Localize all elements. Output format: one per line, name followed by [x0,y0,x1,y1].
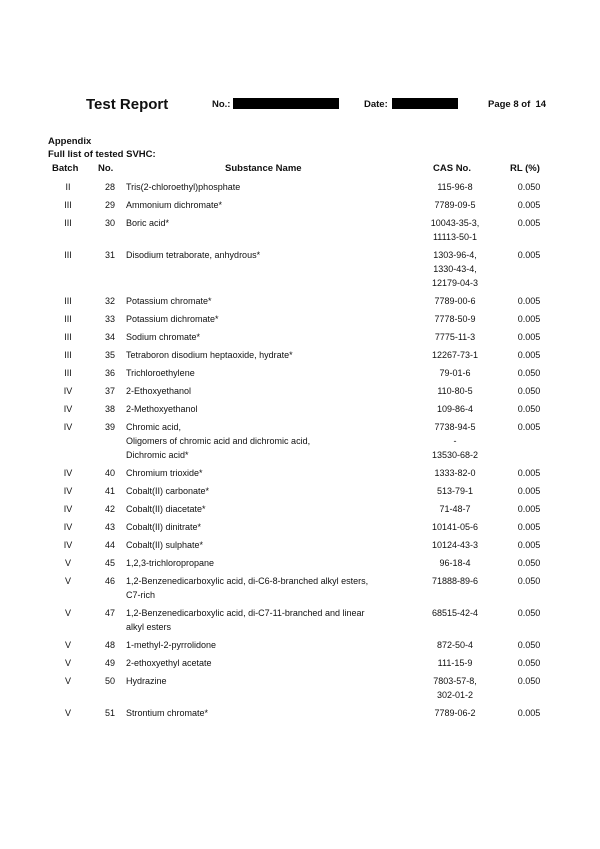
reporting-limit-cell: 0.005 [517,218,541,228]
cas-number-cell [410,216,500,244]
number-cell: 38 [104,404,115,414]
table-row [0,294,600,308]
cas-number-line: 79-01-6 [439,368,471,378]
number-cell: 40 [104,468,115,478]
table-row [0,538,600,552]
report-date-label: Date: [364,99,388,110]
reporting-limit-cell: 0.050 [517,558,541,568]
cas-number-cell [410,330,500,344]
substance-name-cell [126,674,416,688]
appendix-heading: Appendix [48,136,92,147]
substance-name-cell [126,556,416,570]
cas-number-line: 111-15-9 [437,658,473,668]
batch-cell: II [65,182,71,192]
cas-number-line: 96-18-4 [439,558,471,568]
batch-cell: III [64,314,72,324]
cas-number-line: 68515-42-4 [431,608,479,618]
cas-number-line: 7775-11-3 [434,332,476,342]
number-cell: 35 [104,350,115,360]
batch-cell: III [64,200,72,210]
reporting-limit-cell: 0.050 [517,676,541,686]
number-cell: 37 [104,386,115,396]
cas-number-cell [410,384,500,398]
batch-cell: IV [63,422,73,432]
reporting-limit-cell: 0.005 [517,422,541,432]
table-row [0,706,600,720]
substance-name-line: Chromic acid, [126,422,182,432]
batch-cell: III [64,218,72,228]
reporting-limit-cell: 0.050 [517,640,541,650]
substance-name-cell [126,420,416,462]
substance-name-line: Potassium chromate* [126,296,212,306]
reporting-limit-cell: 0.005 [517,200,541,210]
substance-name-cell [126,484,416,498]
substance-name-line: Strontium chromate* [126,708,209,718]
cas-number-cell [410,484,500,498]
substance-name-cell [126,198,416,212]
substance-name-line: Chromium trioxide* [126,468,203,478]
number-cell: 30 [104,218,115,228]
table-row [0,366,600,380]
cas-number-line: 1330-43-4, [433,264,477,274]
batch-cell: V [64,708,71,718]
reporting-limit-cell: 0.050 [517,386,541,396]
batch-cell: V [64,558,71,568]
cas-number-cell [410,706,500,720]
reporting-limit-cell: 0.005 [517,296,541,306]
cas-number-cell [410,366,500,380]
cas-number-line: 71-48-7 [439,504,471,514]
substance-name-line: Cobalt(II) sulphate* [126,540,204,550]
number-cell: 46 [104,576,115,586]
reporting-limit-cell: 0.005 [517,708,541,718]
cas-number-line: 10124-43-3 [431,540,479,550]
substance-name-cell [126,466,416,480]
cas-number-cell [410,638,500,652]
number-cell: 49 [104,658,115,668]
svhc-table-body [0,180,600,724]
report-number-redaction [233,98,339,109]
substance-name-line: Potassium dichromate* [126,314,219,324]
cas-number-cell [410,502,500,516]
substance-name-cell [126,538,416,552]
substance-name-line: 2-ethoxyethyl acetate [126,658,212,668]
number-cell: 50 [104,676,115,686]
cas-number-cell [410,520,500,534]
reporting-limit-cell: 0.050 [517,368,541,378]
number-cell: 43 [104,522,115,532]
page-indicator: Page 8 of 14 [488,99,547,110]
cas-number-cell [410,466,500,480]
cas-number-line: 12179-04-3 [431,278,479,288]
substance-name-line: Cobalt(II) dinitrate* [126,522,202,532]
table-row [0,402,600,416]
table-row [0,384,600,398]
cas-number-cell [410,402,500,416]
cas-number-line: 13530-68-2 [431,450,479,460]
substance-name-cell [126,606,416,634]
cas-number-cell [410,556,500,570]
batch-cell: IV [63,522,73,532]
table-row [0,312,600,326]
number-cell: 31 [104,250,115,260]
reporting-limit-cell: 0.005 [517,314,541,324]
substance-name-cell [126,402,416,416]
batch-cell: IV [63,404,73,414]
reporting-limit-cell: 0.005 [517,540,541,550]
number-cell: 32 [104,296,115,306]
substance-name-line: Hydrazine [126,676,167,686]
reporting-limit-cell: 0.050 [517,576,541,586]
batch-cell: III [64,350,72,360]
substance-name-cell [126,384,416,398]
number-cell: 33 [104,314,115,324]
batch-cell: IV [63,540,73,550]
reporting-limit-cell: 0.005 [517,486,541,496]
cas-number-line: 11113-50-1 [432,232,478,242]
cas-number-cell [410,248,500,290]
number-cell: 39 [104,422,115,432]
number-cell: 44 [104,540,115,550]
batch-cell: V [64,640,71,650]
reporting-limit-cell: 0.005 [517,522,541,532]
report-date-redaction [392,98,458,109]
reporting-limit-cell: 0.050 [517,608,541,618]
cas-number-line: 7803-57-8, [433,676,477,686]
batch-cell: IV [63,386,73,396]
substance-name-line: Cobalt(II) diacetate* [126,504,206,514]
number-cell: 47 [104,608,115,618]
column-header-substance-name: Substance Name [225,163,302,174]
number-cell: 45 [104,558,115,568]
substance-name-line: Cobalt(II) carbonate* [126,486,210,496]
cas-number-line: 7789-06-2 [434,708,476,718]
substance-name-line: Ammonium dichromate* [126,200,223,210]
cas-number-cell [410,348,500,362]
table-row [0,216,600,244]
batch-cell: V [64,676,71,686]
substance-name-line: Oligomers of chromic acid and dichromic acid, [126,436,311,446]
substance-name-line: 2-Methoxyethanol [126,404,198,414]
substance-name-line: Boric acid* [126,218,170,228]
substance-name-line: alkyl esters [126,622,172,632]
batch-cell: V [64,658,71,668]
table-row [0,466,600,480]
table-row [0,556,600,570]
table-row [0,248,600,290]
table-row [0,656,600,670]
cas-number-cell [410,294,500,308]
substance-name-line: C7-rich [126,590,156,600]
reporting-limit-cell: 0.050 [517,658,541,668]
cas-number-cell [410,420,500,462]
column-header-no: No. [98,163,114,174]
substance-name-line: Trichloroethylene [126,368,195,378]
reporting-limit-cell: 0.005 [517,350,541,360]
column-header-cas-no: CAS No. [433,163,471,174]
cas-number-cell [410,574,500,588]
table-row [0,180,600,194]
substance-name-cell [126,216,416,230]
substance-name-cell [126,638,416,652]
cas-number-line: 7789-00-6 [434,296,476,306]
substance-name-cell [126,248,416,262]
substance-name-cell [126,502,416,516]
table-row [0,502,600,516]
table-row [0,520,600,534]
batch-cell: III [64,296,72,306]
batch-cell: III [64,368,72,378]
cas-number-cell [410,656,500,670]
cas-number-line: 1333-82-0 [434,468,476,478]
substance-name-line: Disodium tetraborate, anhydrous* [126,250,261,260]
substance-name-line: Tris(2-chloroethyl)phosphate [126,182,241,192]
table-row [0,198,600,212]
number-cell: 34 [104,332,115,342]
cas-number-cell [410,312,500,326]
batch-cell: IV [63,504,73,514]
cas-number-line: 109-86-4 [436,404,474,414]
number-cell: 42 [104,504,115,514]
cas-number-cell [410,180,500,194]
reporting-limit-cell: 0.050 [517,182,541,192]
report-header [0,96,600,116]
substance-name-cell [126,520,416,534]
table-row [0,420,600,462]
substance-name-cell [126,180,416,194]
number-cell: 41 [104,486,115,496]
substance-name-cell [126,656,416,670]
table-row [0,348,600,362]
batch-cell: V [64,608,71,618]
number-cell: 51 [104,708,115,718]
number-cell: 36 [104,368,115,378]
cas-number-line: 7738-94-5 [434,422,476,432]
cas-number-line: 10141-05-6 [431,522,479,532]
cas-number-line: 872-50-4 [436,640,474,650]
substance-name-line: 1-methyl-2-pyrrolidone [126,640,217,650]
substance-name-cell [126,366,416,380]
table-row [0,574,600,602]
cas-number-line: 71888-89-6 [431,576,479,586]
cas-number-cell [410,198,500,212]
number-cell: 28 [104,182,115,192]
substance-name-line: 1,2-Benzenedicarboxylic acid, di-C7-11-branched and linear [126,608,365,618]
cas-number-cell [410,606,500,620]
cas-number-line: 10043-35-3, [430,218,480,228]
cas-number-cell [410,538,500,552]
cas-number-line: 1303-96-4, [433,250,477,260]
svhc-list-heading: Full list of tested SVHC: [48,149,156,160]
substance-name-line: Tetraboron disodium heptaoxide, hydrate* [126,350,293,360]
reporting-limit-cell: 0.005 [517,468,541,478]
cas-number-line: 12267-73-1 [431,350,479,360]
substance-name-line: 2-Ethoxyethanol [126,386,192,396]
cas-number-cell [410,674,500,702]
substance-name-cell [126,312,416,326]
table-row [0,638,600,652]
table-row [0,484,600,498]
cas-number-line: - [453,436,457,446]
column-header-batch: Batch [52,163,79,174]
cas-number-line: 110-80-5 [437,386,473,396]
table-row [0,606,600,634]
substance-name-line: Dichromic acid* [126,450,189,460]
substance-name-cell [126,348,416,362]
number-cell: 29 [104,200,115,210]
cas-number-line: 7789-09-5 [434,200,476,210]
batch-cell: III [64,250,72,260]
reporting-limit-cell: 0.005 [517,250,541,260]
substance-name-line: 1,2,3-trichloropropane [126,558,215,568]
substance-name-cell [126,574,416,602]
reporting-limit-cell: 0.050 [517,404,541,414]
reporting-limit-cell: 0.005 [517,504,541,514]
batch-cell: IV [63,468,73,478]
substance-name-line: Sodium chromate* [126,332,201,342]
reporting-limit-cell: 0.005 [517,332,541,342]
table-row [0,330,600,344]
cas-number-line: 7778-50-9 [434,314,476,324]
substance-name-cell [126,330,416,344]
table-row [0,674,600,702]
substance-name-cell [126,294,416,308]
cas-number-line: 302-01-2 [436,690,474,700]
column-header-rl: RL (%) [510,163,540,174]
batch-cell: III [64,332,72,342]
report-number-label: No.: [212,99,231,110]
report-title: Test Report [86,96,169,113]
cas-number-line: 115-96-8 [437,182,473,192]
batch-cell: V [64,576,71,586]
substance-name-cell [126,706,416,720]
batch-cell: IV [63,486,73,496]
number-cell: 48 [104,640,115,650]
cas-number-line: 513-79-1 [436,486,474,496]
substance-name-line: 1,2-Benzenedicarboxylic acid, di-C6-8-branched alkyl esters, [126,576,369,586]
